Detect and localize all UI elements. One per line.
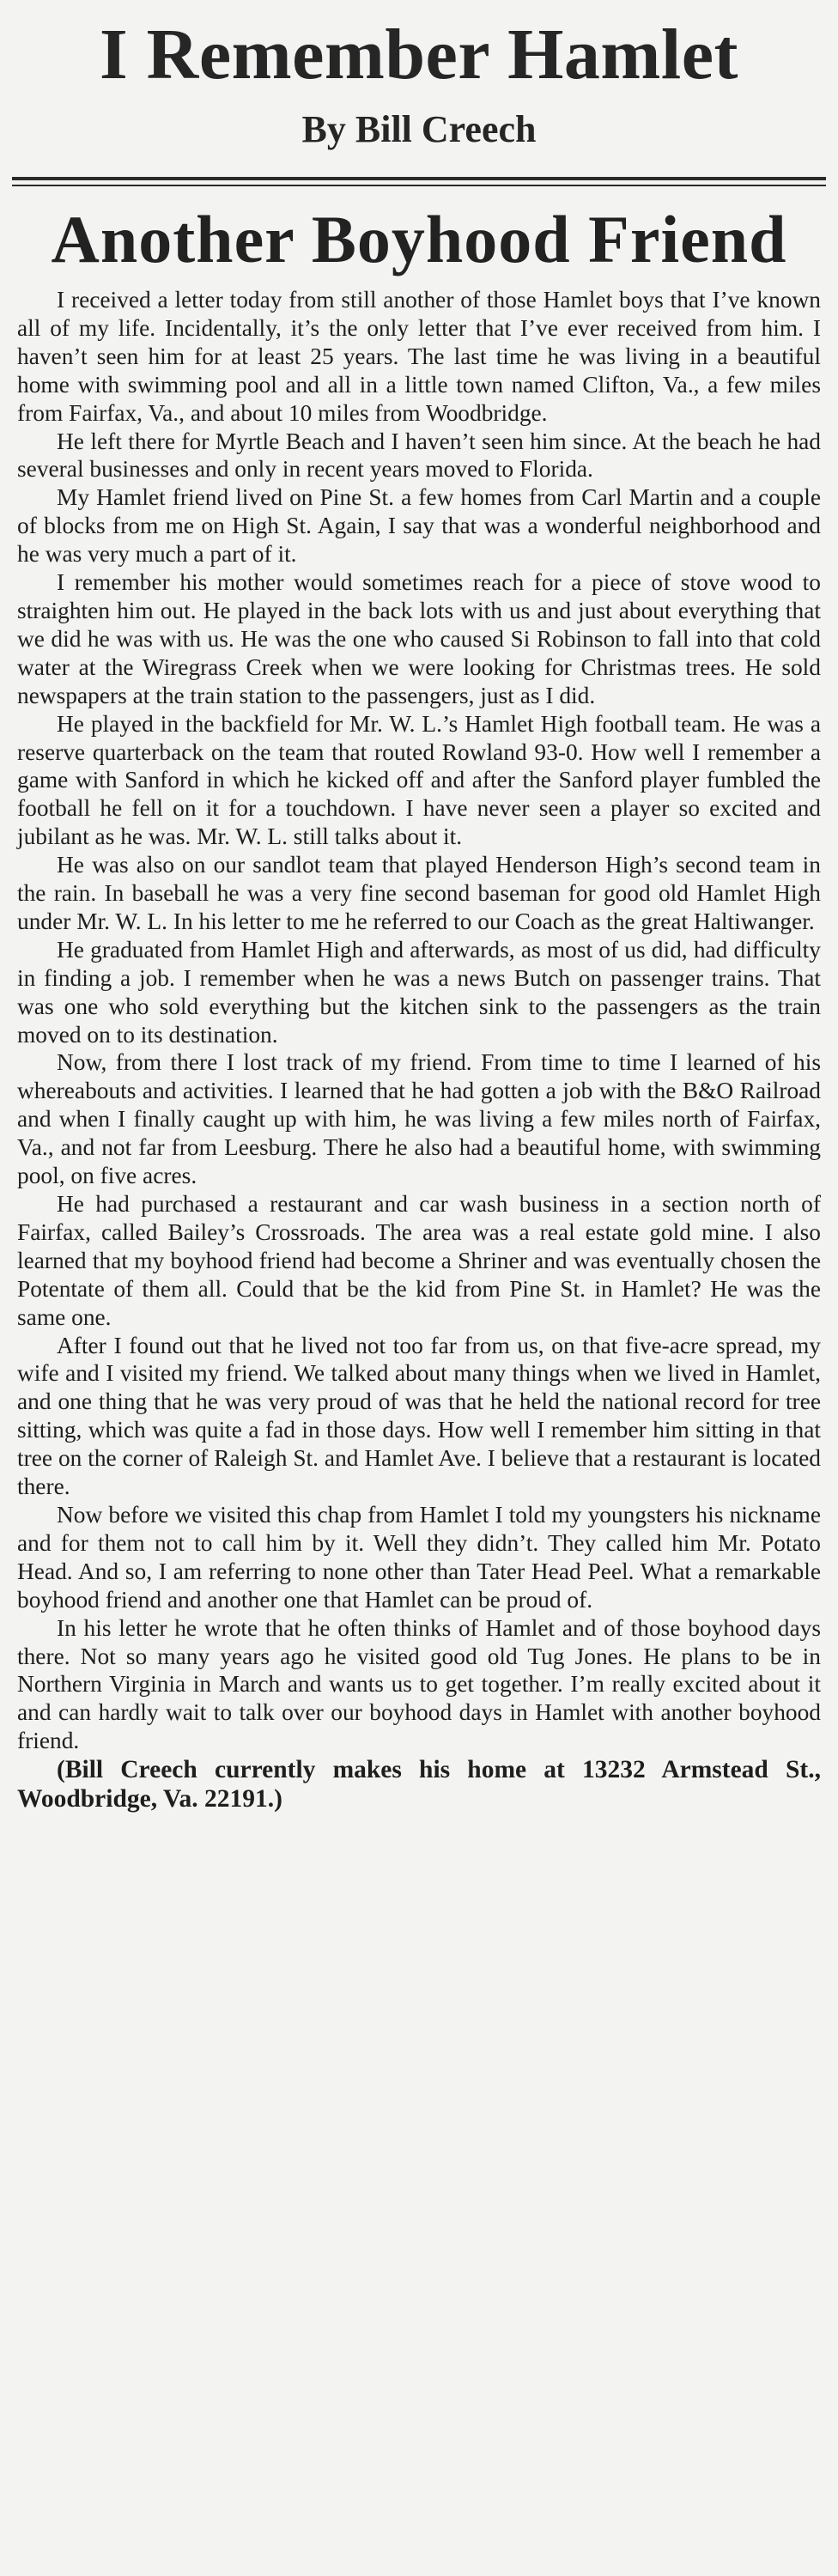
article-paragraph: He had purchased a restaurant and car wash business in a section north of Fairfax, called Bailey’s Crossroads. The area was a real estate gold mine. I also learned that my boyhood friend had become a Shriner and was eventually chosen the Potentate of them all. Could that be the kid from Pine St. in Hamlet? He was the same one. (17, 1191, 821, 1330)
article-body (12, 286, 826, 1814)
article-paragraph: In his letter he wrote that he often thinks of Hamlet and of those boyhood days there. Not so many years ago he visited good old Tug Jones. He plans to be in Northern Virginia in March and wants us to get together. I’m really excited about it and can hardly wait to talk over our boyhood days in Hamlet with another boyhood friend. (17, 1614, 821, 1754)
article-paragraph: Now, from there I lost track of my friend. From time to time I learned of his whereabouts and activities. I learned that he had gotten a job with the B&O Railroad and when I finally caught up with him, he was living a few miles north of Fairfax, Va., and not far from Leesburg. There he also had a beautiful home, with swimming pool, on five acres. (17, 1049, 821, 1189)
article-paragraph: After I found out that he lived not too far from us, on that five-acre spread, my wife and I visited my friend. We talked about many things when we lived in Hamlet, and one thing that he was very proud of was that he held the national record for tree sitting, which was quite a fad in those days. How well I remember him sitting in that tree on the corner of Raleigh St. and Hamlet Ave. I believe that a restaurant is located there. (17, 1332, 821, 1500)
article-paragraph: Now before we visited this chap from Hamlet I told my youngsters his nickname and for them not to call him by it. Well they didn’t. They called him Mr. Potato Head. And so, I am referring to none other than Tater Head Peel. What a remarkable boyhood friend and another one that Hamlet can be proud of. (17, 1501, 821, 1613)
author-tagline: (Bill Creech currently makes his home at 13232 Armstead St., Woodbridge, Va. 22191.) (17, 1756, 821, 1814)
article-paragraph: He played in the backfield for Mr. W. L.’s Hamlet High football team. He was a reserve quarterback on the team that routed Rowland 93-0. How well I remember a game with Sanford in which he kicked off and after the Sanford player fumbled the football he fell on it for a touchdown. I have never seen a player so excited and jubilant as he was. Mr. W. L. still talks about it. (17, 710, 821, 850)
article-paragraph: My Hamlet friend lived on Pine St. a few homes from Carl Martin and a couple of blocks from me on High St. Again, I say that was a wonderful neighborhood and he was very much a part of it. (17, 484, 821, 568)
article-headline: Another Boyhood Friend (51, 202, 787, 276)
article-paragraph: He graduated from Hamlet High and afterwards, as most of us did, had difficulty in finding a job. I remember when he was a news Butch on passenger trains. That was one who sold everything but the kitchen sink to the passengers as the train moved on to its destination. (17, 936, 821, 1048)
article-paragraph: He left there for Myrtle Beach and I haven’t seen him since. At the beach he had several businesses and only in recent years moved to Florida. (17, 428, 821, 483)
article-paragraph: I received a letter today from still another of those Hamlet boys that I’ve known all of my life. Incidentally, it’s the only letter that I’ve ever received from him. I haven’t seen him for at least 25 years. The last time he was living in a beautiful home with swimming pool and all in a little town named Clifton, Va., a few miles from Fairfax, Va., and about 10 miles from Woodbridge. (17, 287, 821, 426)
column-masthead (12, 0, 826, 151)
divider-rule-thin (12, 185, 826, 186)
divider-rule-thick (12, 177, 826, 180)
article-paragraph: I remember his mother would sometimes reach for a piece of stove wood to straighten him out. He played in the back lots with us and just about everything that we did he was with us. He was the one who caused Si Robinson to fall into that cold water at the Wiregrass Creek when we were looking for Christmas trees. He sold newspapers at the train station to the passengers, just as I did. (17, 569, 821, 708)
article-paragraph: He was also on our sandlot team that played Henderson High’s second team in the rain. In baseball he was a very fine second baseman for good old Hamlet High under Mr. W. L. In his letter to me he referred to our Coach as the great Haltiwanger. (17, 852, 821, 934)
byline: By Bill Creech (301, 108, 537, 150)
column-title: I Remember Hamlet (99, 15, 739, 94)
